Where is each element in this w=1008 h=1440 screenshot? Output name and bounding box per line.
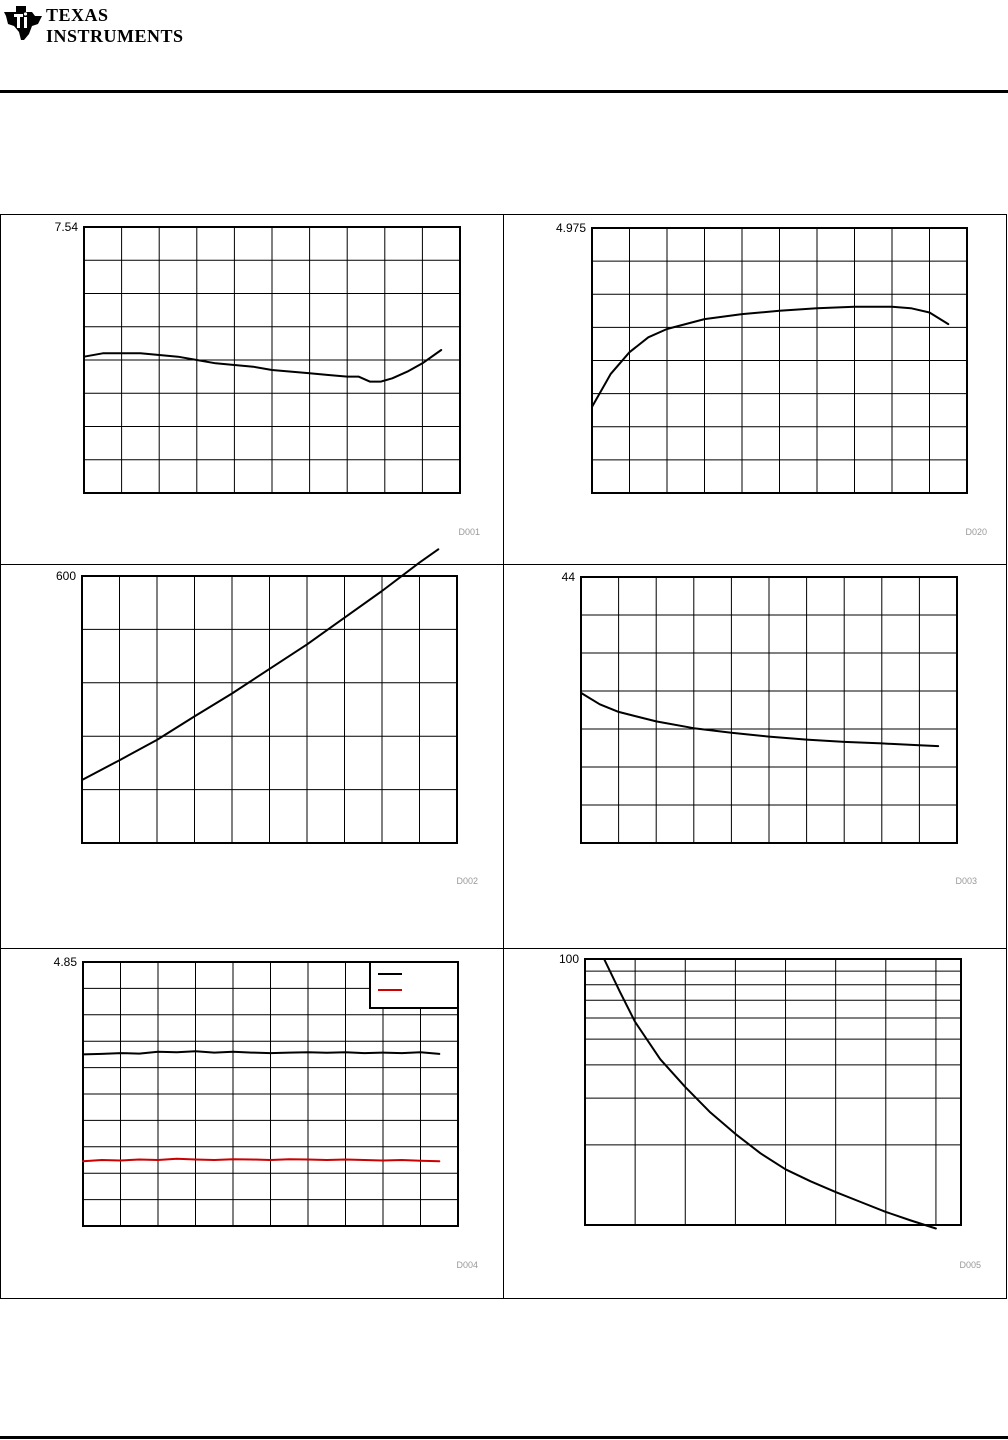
legend-box (370, 962, 458, 1008)
footer-divider (0, 1436, 1008, 1439)
chart-d004 (2, 950, 502, 1295)
ti-state-logo-icon (2, 4, 44, 42)
header-divider (0, 90, 1008, 93)
y-axis-top-tick-label: 600 (55, 569, 76, 583)
brand-line-1: TEXAS (46, 5, 109, 25)
y-axis-top-tick-label: 100 (558, 952, 579, 966)
grid-lines (581, 577, 957, 843)
series-line-1 (592, 307, 948, 407)
series-line-1 (84, 350, 441, 382)
brand-wordmark (46, 6, 184, 45)
figure-code: D001 (458, 527, 480, 537)
page-header (0, 0, 1008, 92)
plot-area-frame (585, 959, 961, 1225)
chart-legend (370, 962, 458, 1008)
series-line-1 (82, 549, 438, 780)
figure-code: D005 (959, 1260, 981, 1270)
grid-lines (585, 959, 961, 1225)
series-line-1 (83, 1051, 439, 1054)
chart-d002 (2, 566, 502, 946)
series-line-2 (83, 1159, 439, 1162)
grid-lines (84, 227, 460, 493)
figure-code: D020 (965, 527, 987, 537)
chart-d005 (505, 950, 1005, 1295)
series-line-1 (581, 693, 938, 746)
chart-d003 (505, 566, 1005, 946)
figure-code: D003 (955, 876, 977, 886)
y-axis-top-tick-label: 7.54 (54, 220, 78, 234)
y-axis-top-tick-label: 4.85 (53, 955, 77, 969)
y-axis-top-tick-label: 4.975 (555, 221, 586, 235)
grid-lines (592, 228, 967, 493)
chart-d020 (505, 216, 1005, 561)
chart-d001 (2, 216, 502, 561)
grid-lines (82, 576, 457, 843)
y-axis-top-tick-label: 44 (561, 570, 575, 584)
figure-code: D002 (456, 876, 478, 886)
figure-code: D004 (456, 1260, 478, 1270)
brand-line-2: INSTRUMENTS (46, 26, 184, 46)
